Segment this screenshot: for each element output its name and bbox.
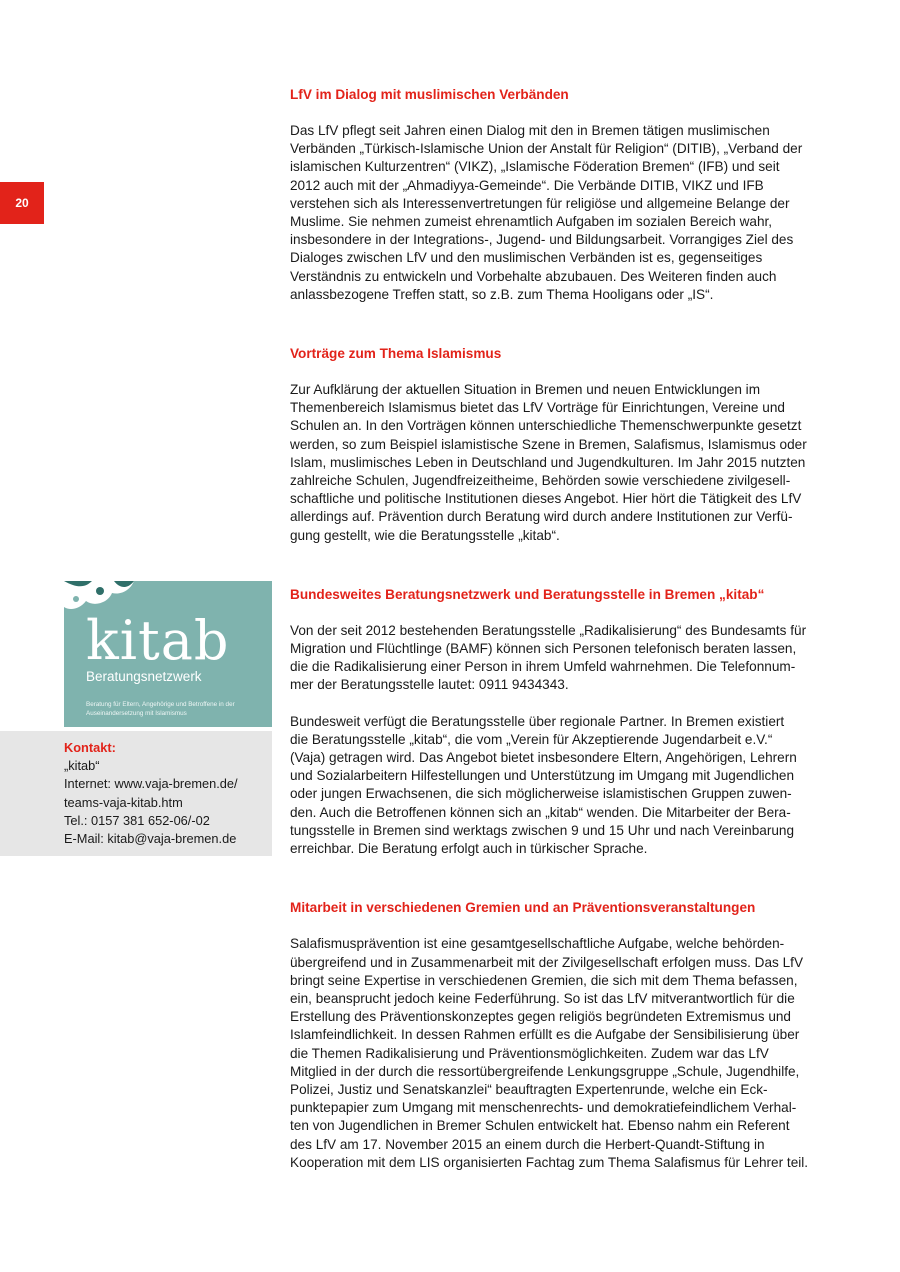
text-line: mer der Beratungsstelle lautet: 0911 9434343. xyxy=(290,677,569,693)
text-line: tungsstelle in Bremen sind werktags zwischen 9 und 15 Uhr und nach Vereinbarung xyxy=(290,822,795,838)
text-line: Migration und Flüchtlinge (BAMF) können sich Personen telefonisch beraten lassen, xyxy=(290,641,797,657)
paragraph xyxy=(290,381,838,545)
contact-box xyxy=(0,731,272,856)
paragraph xyxy=(290,622,838,695)
text-line: die Beratungsstelle „kitab“, die vom „Verein für Akzeptierende Jugendarbeit e.V.“ xyxy=(290,731,773,747)
section-title: Mitarbeit in verschiedenen Gremien und an Präventionsveranstaltungen xyxy=(290,900,756,916)
text-line: den. Auch die Betroffenen können sich an „kitab“ wenden. Die Mitarbeiter der Bera- xyxy=(290,804,791,820)
contact-website[interactable]: Internet: www.vaja-bremen.de/ xyxy=(64,776,238,792)
text-line: Islamfeindlichkeit. In dessen Rahmen erfüllt es die Aufgabe der Sensibilisierung über xyxy=(290,1027,800,1043)
text-line: insbesondere in der Integrations-, Jugend- und Bildungsarbeit. Vorrangiges Ziel des xyxy=(290,232,794,248)
contact-phone: Tel.: 0157 381 652-06/-02 xyxy=(64,812,210,828)
kitab-tagline: Beratung für Eltern, Angehörige und Betroffene in der Auseinandersetzung mit Islamismus xyxy=(86,701,235,717)
section-title: Bundesweites Beratungsnetzwerk und Beratungsstelle in Bremen „kitab“ xyxy=(290,586,765,602)
text-line: allerdings auf. Prävention durch Beratung wird durch andere Institutionen zur Verfü- xyxy=(290,509,793,525)
text-line: Schulen an. In den Vorträgen können unterschiedliche Themenschwerpunkte gesetzt xyxy=(290,418,802,434)
text-line: Erstellung des Präventionskonzeptes gegen religiös begründeten Extremismus und xyxy=(290,1009,791,1025)
contact-name: „kitab“ xyxy=(64,758,100,774)
text-line: werden, so zum Beispiel islamistische Szene in Bremen, Salafismus, Islamismus oder xyxy=(290,436,807,452)
contact-heading: Kontakt: xyxy=(64,740,116,755)
text-line: verstehen sich als Interessenvertretungen für religiöse und allgemeine Belange der xyxy=(290,195,790,211)
text-line: Mitglied in der durch die ressortübergreifende Lenkungsgruppe „Schule, Jugendhilfe, xyxy=(290,1063,800,1079)
paragraph xyxy=(290,935,838,1172)
text-line: 2012 auch mit der „Ahmadiyya-Gemeinde“. Die Verbände DITIB, VIKZ und IFB xyxy=(290,177,764,193)
text-line: die die Radikalisierung einer Person in ihrem Umfeld wahrnehmen. Die Telefonnum- xyxy=(290,659,796,675)
text-line: ten von Jugendlichen in Bremer Schulen entwickelt hat. Ebenso nahm ein Referent xyxy=(290,1118,790,1134)
text-line: Dialoges zwischen LfV und den muslimischen Verbänden ist es, gegenseitiges xyxy=(290,250,763,266)
text-line: Bundesweit verfügt die Beratungsstelle über regionale Partner. In Bremen existiert xyxy=(290,713,785,729)
text-line: Polizei, Justiz und Senatskanzlei“ beauftragten Expertenrunde, welche ein Eck- xyxy=(290,1081,768,1097)
text-line: zahlreiche Schulen, Jugendfreizeitheime, Behörden sowie verschiedene zivilgesell- xyxy=(290,473,791,489)
text-line: Zur Aufklärung der aktuellen Situation in Bremen und neuen Entwicklungen im xyxy=(290,382,761,398)
text-line: und Sozialarbeitern Hilfestellungen und Unterstützung im Umgang mit Jugendlichen xyxy=(290,768,795,784)
text-line: die Themen Radikalisierung und Präventionsmöglichkeiten. Zudem war das LfV xyxy=(290,1045,769,1061)
text-line: bringt seine Expertise in verschiedenen Gremien, die sich mit dem Thema befassen, xyxy=(290,972,798,988)
main-column xyxy=(290,86,838,1190)
text-line: übergreifend und in Zusammenarbeit mit der Zivilgesellschaft erfolgen muss. Das LfV xyxy=(290,954,804,970)
contact-website-cont[interactable]: teams-vaja-kitab.htm xyxy=(64,794,183,810)
page-number: 20 xyxy=(0,182,44,224)
text-line: gung gestellt, wie die Beratungsstelle „kitab“. xyxy=(290,527,560,543)
contact-email[interactable]: E-Mail: kitab@vaja-bremen.de xyxy=(64,831,237,847)
paragraph xyxy=(290,122,838,304)
text-line: anlassbezogene Treffen statt, so z.B. zum Thema Hooligans oder „IS“. xyxy=(290,286,714,302)
text-line: Das LfV pflegt seit Jahren einen Dialog mit den in Bremen tätigen muslimischen xyxy=(290,123,770,138)
kitab-subtitle: Beratungsnetzwerk xyxy=(86,669,202,684)
kitab-logo-image xyxy=(64,581,272,727)
text-line: Islam, muslimisches Leben in Deutschland und Jugendkulturen. Im Jahr 2015 nutzten xyxy=(290,454,806,470)
text-line: Muslime. Sie nehmen zumeist ehrenamtlich Aufgaben im sozialen Bereich wahr, xyxy=(290,214,773,230)
text-line: erreichbar. Die Beratung erfolgt auch in türkischer Sprache. xyxy=(290,841,648,857)
text-line: Von der seit 2012 bestehenden Beratungsstelle „Radikalisierung“ des Bundesamts für xyxy=(290,622,807,638)
text-line: (Vaja) getragen wird. Das Angebot bietet insbesondere Eltern, Angehörigen, Lehrern xyxy=(290,750,797,766)
text-line: Themenbereich Islamismus bietet das LfV Vorträge für Einrichtungen, Vereine und xyxy=(290,400,785,416)
paragraph xyxy=(290,713,838,859)
text-line: Verständnis zu entwickeln und Vorbehalte abzubauen. Des Weiteren finden auch xyxy=(290,268,777,284)
text-line: Kooperation mit dem LIS organisierten Fachtag zum Thema Salafismus für Lehrer teil. xyxy=(290,1154,809,1170)
text-line: des LfV am 17. November 2015 an einem durch die Herbert-Quandt-Stiftung in xyxy=(290,1136,765,1152)
section-title: LfV im Dialog mit muslimischen Verbänden xyxy=(290,87,569,102)
section-title: Vorträge zum Thema Islamismus xyxy=(290,346,502,362)
text-line: ein, beansprucht jedoch keine Federführung. So ist das LfV mitverantwortlich für die xyxy=(290,990,795,1006)
kitab-wordmark: kitab xyxy=(86,609,230,672)
text-line: oder jungen Erwachsenen, die sich möglicherweise islamistischen Gruppen zuwen- xyxy=(290,786,792,802)
text-line: schaftliche und politische Institutionen dieses Angebot. Hier hört die Tätigkeit des LfV xyxy=(290,491,802,507)
text-line: islamischen Kulturzentren“ (VIKZ), „Islamische Föderation Bremen“ (IFB) und seit xyxy=(290,159,780,175)
text-line: punktepapier zum Umgang mit menschenrechts- und demokratiefeindlichem Verhal- xyxy=(290,1100,797,1116)
text-line: Verbänden „Türkisch-Islamische Union der Anstalt für Religion“ (DITIB), „Verband der xyxy=(290,141,803,157)
text-line: Salafismusprävention ist eine gesamtgesellschaftliche Aufgabe, welche behörden- xyxy=(290,936,785,952)
